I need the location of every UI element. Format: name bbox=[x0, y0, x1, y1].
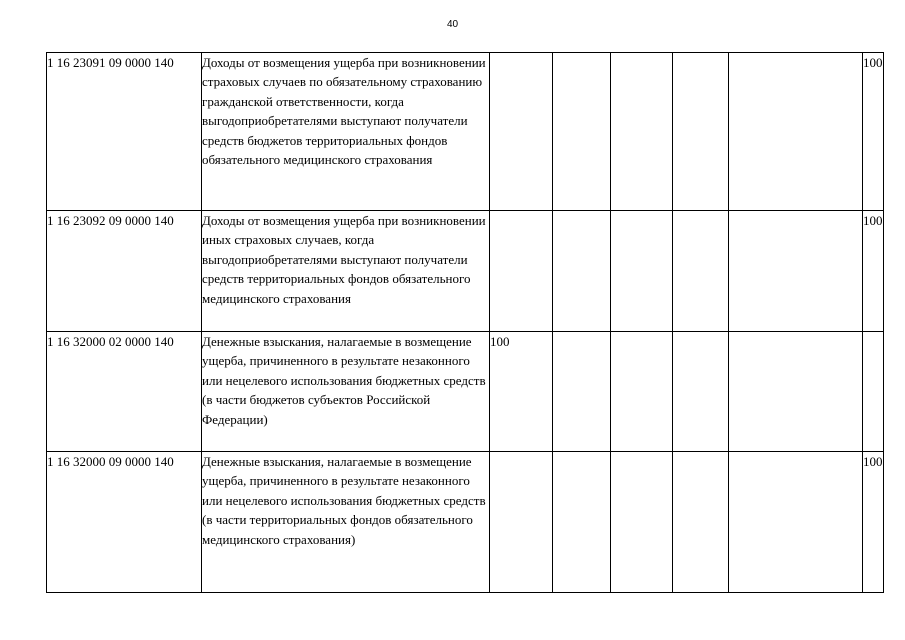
value-cell bbox=[611, 53, 673, 211]
page-number: 40 bbox=[446, 19, 459, 30]
value-cell bbox=[673, 452, 729, 593]
value-cell bbox=[673, 211, 729, 332]
value-cell bbox=[729, 332, 863, 452]
value-cell bbox=[673, 332, 729, 452]
value-cell bbox=[611, 332, 673, 452]
value-cell: 100 bbox=[863, 211, 884, 332]
budget-code: 1 16 23091 09 0000 140 bbox=[47, 53, 202, 211]
value-cell bbox=[729, 53, 863, 211]
value-cell: 100 bbox=[490, 332, 553, 452]
value-cell bbox=[611, 452, 673, 593]
revenue-table bbox=[46, 52, 884, 593]
value-cell bbox=[553, 332, 611, 452]
income-description: Доходы от возмещения ущерба при возникновении иных страховых случаев, когда выгодоприобретателями выступают получатели средств территориальных фондов обязательного медицинского страхования bbox=[202, 211, 490, 332]
value-cell bbox=[611, 211, 673, 332]
budget-code: 1 16 23092 09 0000 140 bbox=[47, 211, 202, 332]
value-cell bbox=[490, 211, 553, 332]
budget-code: 1 16 32000 02 0000 140 bbox=[47, 332, 202, 452]
table-row bbox=[47, 211, 884, 332]
value-cell bbox=[729, 211, 863, 332]
value-cell bbox=[490, 452, 553, 593]
value-cell bbox=[673, 53, 729, 211]
value-cell: 100 bbox=[863, 452, 884, 593]
value-cell bbox=[863, 332, 884, 452]
budget-code: 1 16 32000 09 0000 140 bbox=[47, 452, 202, 593]
income-description: Доходы от возмещения ущерба при возникновении страховых случаев по обязательному страхованию гражданской ответственности, когда выгодоприобретателями выступают получатели средств бюджетов территориальных фондов обязательного медицинского страхования bbox=[202, 53, 490, 211]
table-row bbox=[47, 452, 884, 593]
table-row bbox=[47, 332, 884, 452]
value-cell bbox=[553, 211, 611, 332]
value-cell bbox=[553, 53, 611, 211]
income-description: Денежные взыскания, налагаемые в возмещение ущерба, причиненного в результате незаконного или нецелевого использования бюджетных средств (в части территориальных фондов обязательного медицинского страхования) bbox=[202, 452, 490, 593]
value-cell bbox=[553, 452, 611, 593]
income-description: Денежные взыскания, налагаемые в возмещение ущерба, причиненного в результате незаконного или нецелевого использования бюджетных средств (в части бюджетов субъектов Российской Федерации) bbox=[202, 332, 490, 452]
value-cell bbox=[729, 452, 863, 593]
value-cell: 100 bbox=[863, 53, 884, 211]
table-row bbox=[47, 53, 884, 211]
value-cell bbox=[490, 53, 553, 211]
